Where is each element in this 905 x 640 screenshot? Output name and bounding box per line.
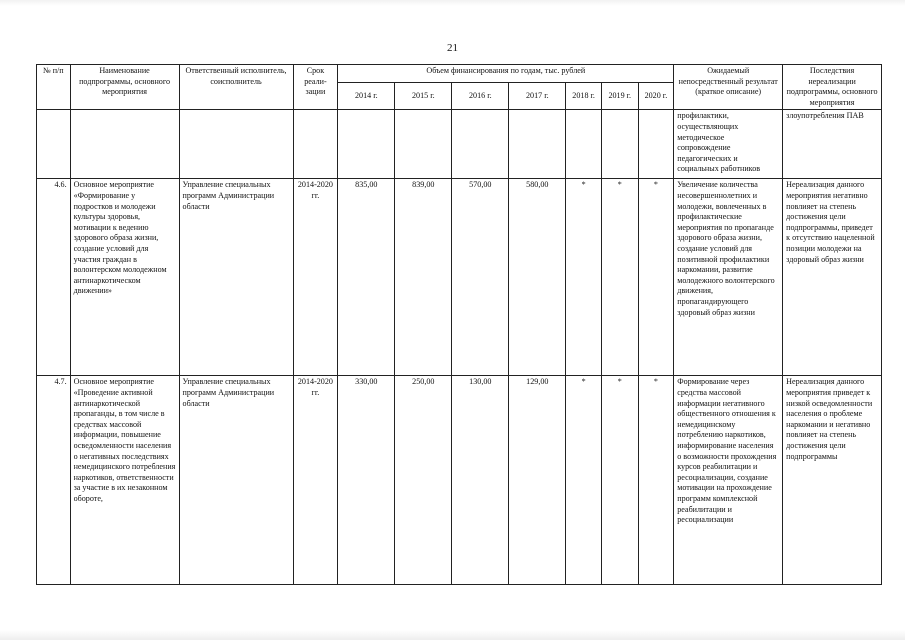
- cell-value: 839,00: [395, 179, 452, 376]
- cell-empty: [638, 110, 674, 179]
- header-year: 2014 г.: [338, 83, 395, 110]
- cell-num: 4.6.: [37, 179, 71, 376]
- cell-empty: [179, 110, 293, 179]
- cell-consequences: Нереализация данного мероприятия негативно повлияет на степень достижения цели подпрограммы, приведет к отсутствию нацеленной позиции молодежи на здоровый образ жизни: [783, 179, 882, 376]
- cell-num: 4.7.: [37, 376, 71, 585]
- cell-value: 129,00: [509, 376, 566, 585]
- cell-empty: [566, 110, 602, 179]
- header-year: 2020 г.: [638, 83, 674, 110]
- cell-value: *: [601, 376, 638, 585]
- cell-value: 570,00: [452, 179, 509, 376]
- table-row: [37, 376, 882, 585]
- cell-name: [70, 179, 179, 376]
- page-number: 21: [447, 42, 458, 54]
- cell-empty: [509, 110, 566, 179]
- header-year: 2019 г.: [601, 83, 638, 110]
- cell-result: Формирование через средства массовой информации негативного общественного отношения к немедицинскому потреблению наркотиков, информирование населения о возможности прохождения курсов реабилитации и ресоциализации, создание мотивации на прохождение программ комплексной реабилитации и ресоциализации: [674, 376, 783, 585]
- cell-executor: Управление специальных программ Администрации области: [179, 376, 293, 585]
- scan-edge-bottom: [0, 630, 905, 640]
- header-year: 2017 г.: [509, 83, 566, 110]
- cell-value: *: [638, 376, 674, 585]
- header-term: Срок реали-зации: [293, 65, 338, 110]
- cell-empty: [338, 110, 395, 179]
- header-name: Наименование подпрограммы, основного мероприятия: [70, 65, 179, 110]
- header-consequences: Последствия нереализации подпрограммы, основного мероприятия: [783, 65, 882, 110]
- cell-value: *: [566, 376, 602, 585]
- cell-value: 130,00: [452, 376, 509, 585]
- cell-empty: [395, 110, 452, 179]
- cell-value: *: [566, 179, 602, 376]
- cell-empty: [293, 110, 338, 179]
- cell-value: *: [601, 179, 638, 376]
- cell-term: 2014-2020 гг.: [293, 376, 338, 585]
- cell-consequences: Нереализация данного мероприятия приведет к низкой осведомленности населения о проблеме наркомании и негативно повлияет на степень достижения цели подпрограммы: [783, 376, 882, 585]
- cell-empty: [601, 110, 638, 179]
- cell-name-head: Основное мероприятие: [73, 377, 155, 387]
- table-row: [37, 179, 882, 376]
- table-header-row: [37, 65, 882, 83]
- header-result: Ожидаемый непосредственный результат (краткое описание): [674, 65, 783, 110]
- cell-value: 330,00: [338, 376, 395, 585]
- cell-name-text: «Формирование у подростков и молодежи культуры здоровья, мотивации к ведению здорового образа жизни, создание условий для участия граждан в волонтерском молодежном антинаркотическом движении»: [73, 190, 167, 296]
- funding-table: [36, 64, 882, 585]
- cell-name-text: «Проведение активной антинаркотической пропаганды, в том числе в средствах массовой информации, повышение осведомленности населения о негативных последствиях немедицинского потребления наркотиков, ответственности за участие в их незаконном обороте,: [73, 387, 176, 503]
- cell-term: 2014-2020 гг.: [293, 179, 338, 376]
- cell-value: 580,00: [509, 179, 566, 376]
- cell-executor: Управление специальных программ Администрации области: [179, 179, 293, 376]
- cell-result: профилактики, осуществляющих методическое сопровождение педагогических и социальных работников: [674, 110, 783, 179]
- cell-empty: [452, 110, 509, 179]
- table-row-continuation: [37, 110, 882, 179]
- cell-name: [70, 376, 179, 585]
- cell-empty: [37, 110, 71, 179]
- header-funding: Объем финансирования по годам, тыс. рублей: [338, 65, 674, 83]
- cell-empty: [70, 110, 179, 179]
- header-year: 2016 г.: [452, 83, 509, 110]
- cell-result: Увеличение количества несовершеннолетних и молодежи, вовлеченных в профилактические мероприятия по пропаганде здорового образа жизни, создание условий для позитивной профилактики наркомании, развитие молодежного волонтерского движения, пропагандирующего здоровый образ жизни: [674, 179, 783, 376]
- cell-value: *: [638, 179, 674, 376]
- cell-value: 250,00: [395, 376, 452, 585]
- cell-name-head: Основное мероприятие: [73, 180, 155, 190]
- cell-consequences: злоупотребления ПАВ: [783, 110, 882, 179]
- header-year: 2018 г.: [566, 83, 602, 110]
- header-executor: Ответственный исполнитель, соисполнитель: [179, 65, 293, 110]
- header-year: 2015 г.: [395, 83, 452, 110]
- header-num: № п/п: [37, 65, 71, 110]
- scan-edge-top: [0, 0, 905, 6]
- cell-value: 835,00: [338, 179, 395, 376]
